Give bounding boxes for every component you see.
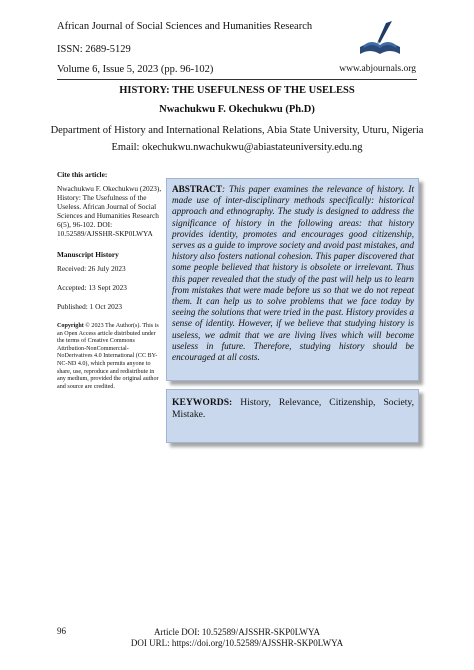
article-sidebar <box>57 170 162 391</box>
cite-heading: Cite this article: <box>57 170 108 179</box>
published-date: Published: 1 Oct 2023 <box>57 302 123 311</box>
journal-name: African Journal of Social Sciences and Humanities Research <box>57 21 313 32</box>
author-name: Nwachukwu F. Okechukwu (Ph.D) <box>159 104 315 115</box>
accepted-date: Accepted: 13 Sept 2023 <box>57 283 127 292</box>
copyright-label: Copyright <box>57 323 84 329</box>
article-doi: Article DOI: 10.52589/AJSSHR-SKP0LWYA <box>153 627 321 637</box>
abstract-box <box>166 178 419 381</box>
citation-text: Nwachukwu F. Okechukwu (2023), History: The Usefulness of the Useless. African Journal of Social Sciences and Humanities Research 6(5), 96-102. DOI: 10.52589/AJSSHR-SKP0LWYA <box>57 184 162 238</box>
abstract-text: : This paper examines the relevance of history. It made use of inter-disciplinary methods specifically: historical approach and ethnography. The study is designed to address the significance of history in the following areas: that history provides identity, promotes and encourages good citizenship, serves as a guide to improve society and avoid past mistakes, and history also fosters national cohesion. This paper discovered that some people believed that history is obsolete or irrelevant. Thus this paper revealed that the study of the past will help us to learn from mistakes that were made before us so that we do not repeat them. It can help us to solve problems that we face today by seeing the solutions that were tried in the past. History provides a sense of identity. However, if we believe that studying history is useless, we admit that we are living lives which will become useless in future. Therefore, studying history should be encouraged at all costs. <box>172 184 414 363</box>
received-date: Received: 26 July 2023 <box>57 264 126 273</box>
keywords-text: History, Relevance, Citizenship, Society, Mistake. <box>172 397 414 420</box>
author-email[interactable]: Email: okechukwu.nwachukwu@abiastateuniversity.edu.ng <box>111 142 363 153</box>
header-divider <box>57 79 417 80</box>
keywords-box <box>166 389 419 443</box>
issn: ISSN: 2689-5129 <box>57 44 131 55</box>
journal-website-link[interactable]: www.abjournals.org <box>339 64 416 74</box>
keywords-label: KEYWORDS: <box>172 397 233 408</box>
volume-info: Volume 6, Issue 5, 2023 (pp. 96-102) <box>57 64 214 75</box>
copyright-text: © 2023 The Author(s). This is an Open Access article distributed under the terms of Creative Commons Attribution-NonCommercial-NoDerivatives 4.0 International (CC BY-NC-ND 4.0), which permits anyone to share, use, reproduce and redistribute in any medium, provided the original author and source are credited. <box>57 323 159 390</box>
author-affiliation: Department of History and International Relations, Abia State University, Uturu, Nigeria <box>50 125 424 136</box>
book-pen-logo-icon <box>356 17 404 61</box>
copyright-notice <box>57 323 162 391</box>
footer-doi <box>0 627 474 649</box>
doi-url-link[interactable]: DOI URL: https://doi.org/10.52589/AJSSHR-SKP0LWYA <box>130 638 344 648</box>
article-title: HISTORY: THE USEFULNESS OF THE USELESS <box>119 85 355 96</box>
manuscript-history-heading: Manuscript History <box>57 250 119 259</box>
abstract-label: ABSTRACT <box>172 184 223 194</box>
page-number: 96 <box>57 626 66 636</box>
